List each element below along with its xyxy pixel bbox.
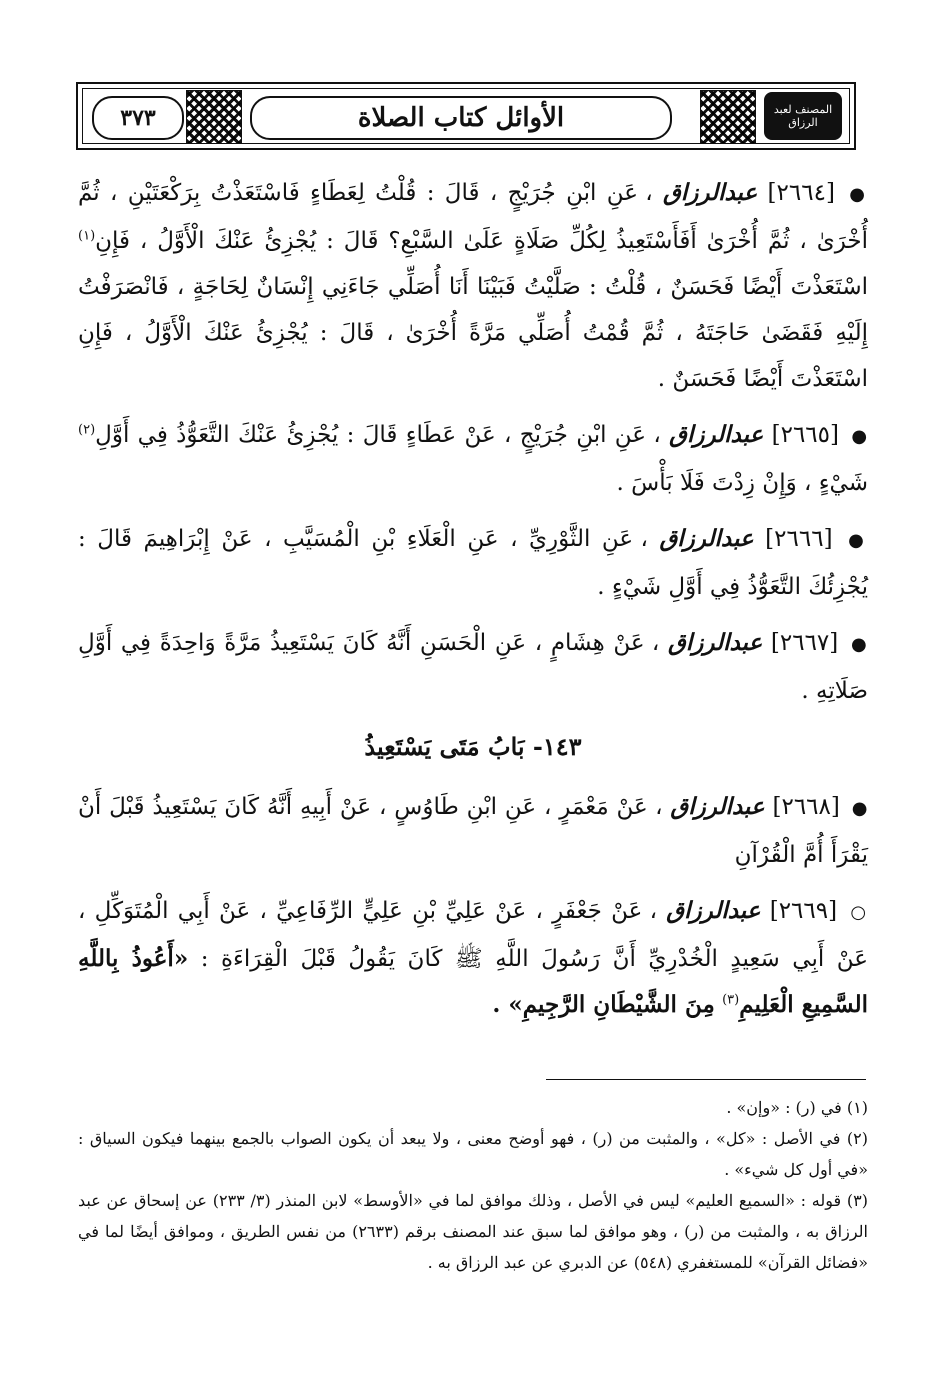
hadith-2664: [78, 170, 868, 402]
narrator-name: عبدالرزاق: [666, 897, 761, 924]
narrator-name: عبدالرزاق: [669, 421, 764, 448]
hadith-number: [٢٦٦٩]: [769, 898, 838, 924]
quoted-saying-continued: مِنَ الشَّيْطَانِ الرَّجِيمِ» .: [492, 991, 715, 1018]
hadith-number: [٢٦٦٧]: [770, 630, 839, 656]
hadith-2669: [78, 888, 868, 1028]
quoted-saying: «أَعُوذُ بِاللَّهِ السَّمِيعِ الْعَلِيمِ: [78, 945, 868, 1018]
running-title: الأوائل كتاب الصلاة: [250, 96, 672, 140]
bullet-icon: ●: [850, 634, 869, 655]
footnote-2: (٢) في الأصل : «كل» ، والمثبت من (ر) ، فهو أوضح معنى ، ولا يبعد أن يكون الصواب بالجمع بينهما فيكون السياق : «في أول كل شيء» .: [78, 1129, 868, 1179]
hadith-text: ، عَنِ ابْنِ جُرَيْجٍ ، عَنْ عَطَاءٍ قَالَ : يُجْزِئُ عَنْكَ التَّعَوُّذُ فِي أَوَّلِ: [95, 422, 661, 448]
section-heading: ١٤٣- بَابُ مَتَى يَسْتَعِيذُ: [364, 732, 582, 761]
hadith-text: ، عَنْ هِشَامٍ ، عَنِ الْحَسَنِ أَنَّهُ كَانَ يَسْتَعِيذُ مَرَّةً وَاحِدَةً فِي أَوَّلِ صَلَاتِهِ .: [78, 630, 868, 704]
bullet-icon: ●: [851, 798, 869, 819]
hadith-text: ، عَنْ جَعْفَرٍ ، عَنْ عَلِيِّ بْنِ عَلِيٍّ الرِّفَاعِيِّ ، عَنْ أَبِي الْمُتَوَكِّلِ ، عَنْ أَبِي سَعِيدٍ الْخُدْرِيِّ أَنَّ رَسُولَ اللَّهِ ﷺ كَانَ يَقُولُ قَبْلَ الْقِرَاءَةِ :: [78, 898, 869, 972]
bullet-icon: ●: [848, 530, 869, 551]
bullet-icon: ●: [851, 426, 869, 447]
narrator-name: عبدالرزاق: [668, 629, 763, 656]
footnote-marker: (١): [78, 228, 96, 244]
hadith-text: ، عَنِ الثَّوْرِيِّ ، عَنِ الْعَلَاءِ بْنِ الْمُسَيَّبِ ، عَنْ إِبْرَاهِيمَ قَالَ : يُجْزِئُكَ التَّعَوُّذُ فِي أَوَّلِ شَيْءٍ .: [78, 526, 868, 600]
footnote-marker: (٢): [78, 422, 96, 438]
narrator-name: عبدالرزاق: [670, 793, 765, 820]
footnote-3: (٣) قوله : «السميع العليم» ليس في الأصل ، وذلك موافق لما في «الأوسط» لابن المنذر (٣/ ٢٣٣) عن إسحاق عن عبد الرزاق به ، والمثبت من (ر) ، وهو موافق لما سبق عند المصنف برقم (٢٦٣٣) من نفس الطريق ، وموافق أيضًا لما في «فضائل القرآن» للمستغفري (٥٤٨) عن الدبري عن عبد الرزاق به .: [78, 1191, 869, 1272]
footnote-1: (١) في (ر) : «وإن» .: [726, 1098, 868, 1117]
narrator-name: عبدالرزاق: [663, 179, 758, 206]
hadith-text: ، عَنِ ابْنِ جُرَيْجٍ ، قَالَ : قُلْتُ لِعَطَاءٍ فَاسْتَعَذْتُ بِرَكْعَتَيْنِ ، ثُمَّ أُخْرَىٰ ، ثُمَّ أُخْرَىٰ أَفَأَسْتَعِيذُ لِكُلِّ صَلَاةٍ عَلَىٰ السَّبْعِ؟ قَالَ : يُجْزِئُ عَنْكَ الْأَوَّلُ ، فَإِنِ: [78, 180, 868, 254]
book-title-seal: المصنف لعبد الرزاق: [764, 92, 842, 140]
footnote-divider: [546, 1079, 866, 1080]
hadith-number: [٢٦٦٤]: [767, 180, 835, 206]
hadith-number: [٢٦٦٦]: [765, 526, 833, 552]
hadith-number: [٢٦٦٨]: [772, 794, 840, 820]
hadith-2668: [78, 784, 868, 878]
page-header-banner: [76, 82, 856, 150]
hadith-2667: [78, 620, 868, 714]
bullet-icon: ●: [849, 184, 869, 205]
hollow-bullet-icon: ○: [850, 902, 868, 923]
footnotes: [78, 1092, 868, 1278]
hadith-2666: [78, 516, 868, 610]
narrator-name: عبدالرزاق: [659, 525, 754, 552]
page-number: ٣٧٣: [92, 96, 184, 140]
main-text: [78, 170, 868, 1038]
ornament-left: [186, 90, 242, 144]
hadith-number: [٢٦٦٥]: [771, 422, 839, 448]
hadith-text-continued: اسْتَعَذْتَ أَيْضًا فَحَسَنٌ ، قُلْتُ : صَلَّيْتُ فَبَيْنَا أَنَا أُصَلِّي جَاءَنِي إِنْسَانٌ لِحَاجَةٍ ، فَانْصَرَفْتُ إِلَيْهِ فَقَضَىٰ حَاجَتَهُ ، ثُمَّ قُمْتُ أُصَلِّي مَرَّةً أُخْرَىٰ ، قَالَ : يُجْزِئُ عَنْكَ الْأَوَّلُ ، فَإِنِ اسْتَعَذْتَ أَيْضًا فَحَسَنٌ .: [78, 274, 868, 392]
hadith-text: ، عَنْ مَعْمَرٍ ، عَنِ ابْنِ طَاوُسٍ ، عَنْ أَبِيهِ أَنَّهُ كَانَ يَسْتَعِيذُ قَبْلَ أَنْ يَقْرَأَ أُمَّ الْقُرْآنِ: [78, 794, 868, 868]
hadith-text-continued: شَيْءٍ ، وَإِنْ زِدْتَ فَلَا بَأْسَ .: [616, 470, 868, 496]
footnote-marker: (٣): [722, 992, 740, 1008]
hadith-2665: [78, 412, 868, 506]
ornament-right: [700, 90, 756, 144]
